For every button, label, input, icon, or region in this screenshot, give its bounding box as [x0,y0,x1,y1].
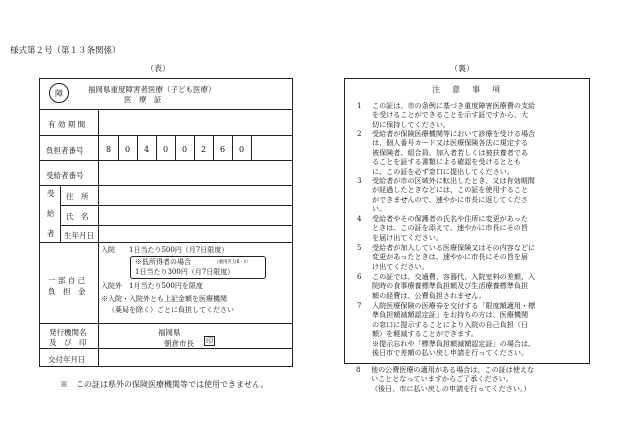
note-item: 8 他の公費医療の適用がある場合は、この証は使えな いこととなっていますからご了承ください。 （後日、市に払い戻しの申請を行ってください。） [356,365,535,393]
issue-date-label: 交付年月日 [48,355,86,364]
front-card [39,78,293,367]
note-item: 1 この証は、市の条例に基づき重度障害医療費の支給 を受けることができることを示す証ですから、大 切に保持してください。 [357,101,536,129]
issuer-label-line2: 及 び 印 [49,338,87,347]
disability-seal: 障 [49,83,69,103]
notes-title: 注 意 事 項 [432,85,502,94]
back-card-continued [344,365,590,395]
recipient-group-char: 者 [47,229,55,238]
form-number: 様式第２号（第１３条関係） [10,46,121,56]
note-item: 6 この証では、交通費、容器代、入院室料の差額、入 院時の食事療養標準負担額及び生活療養標準負担 額の経費は、公費負担されません。 [357,272,536,300]
payer-digit: 0 [181,145,188,154]
payer-digit: 0 [162,145,169,154]
footnote: ※ この証は県外の保険医療機関等では使用できません。 [60,380,269,389]
note-item: 4 受給者やその保護者の氏名や住所に変更があった ときは、この証を添えて、速やかに市長にその旨 を届け出てください。 [357,214,528,242]
copay-note-line1: ※入院・入院外とも上記金額を医療機関 [101,295,227,303]
recipient-number-label: 受給者番号 [46,171,84,180]
recipient-group-char: 受 [47,189,55,198]
name-label: 氏 名 [66,212,89,221]
copay-inpatient: 入院 1日当たり500円（月7日限度） [101,246,229,254]
copay-label-line1: 一 部 自 己 [48,276,86,285]
front-caption: （表） [146,64,170,73]
note-item: 2 受給者が保険医療機関等において診療を受ける場合 は、個人番号カード又は医療保険各法に規定する 被保険者、組合員、加入者若しくは被扶養者であ ることを証する書類による確認を受けるととも に、この証を必ず窓口に提出してください。 [357,129,536,176]
copay-low-income: ※低所得者の場合 [135,258,191,266]
issuer-official: 朝倉市長 [164,339,194,348]
back-caption: （裏） [450,64,474,73]
copay-note-line2: （薬局を除く）ごとに負担してください [108,306,234,314]
note-item: 5 受給者が加入している医療保険又はその内容などに 変更があったときは、速やかに市長にその旨を届 け出てください。 [357,243,536,271]
recipient-group-char: 給 [47,209,55,218]
copay-outpatient: 入院外 1月当たり500円を限度 [101,282,203,290]
note-item: ※提示忘れや「標準負担額減額認定証」の場合は、 後日市で差額の払い戻し申請を行ってください。 [372,339,536,358]
payer-digit: 0 [124,145,131,154]
note-item: 7 入院医療保険の医療券を交付する「限度額適用・標 準負担額減額認定証」をお持ちの方は、医療機関 の窓口に提示することにより入院の自己負担（日 額）を軽減することができます。 [357,301,536,339]
issuer-stamp: 印 [206,337,213,345]
copay-low-income-amount: 1日当たり300円（月7日限度） [135,268,235,276]
card-title-line2: 医 療 証 [124,95,162,104]
payer-digit: 0 [238,145,245,154]
issuer-name: 福岡県 [158,328,181,337]
payer-number-label: 負担者番号 [46,146,84,155]
payer-digit: 2 [200,145,207,154]
birthdate-label: 生年月日 [64,231,94,240]
issuer-label-line1: 発行機関名 [49,328,87,337]
back-card [344,78,590,364]
address-label: 住 所 [66,192,89,201]
payer-digit: 6 [219,145,226,154]
note-item: 3 受給者が市の区域外に転出したとき、又は有効期間 が経過したときなどには、この証を使用すること ができませんので、速やかに市長に返してくださ い。 [357,176,535,214]
card-title-line1: 福岡県重度障害者医療（子ども医療） [88,85,216,94]
copay-label-line2: 負 担 金 [48,287,86,296]
payer-digit: 8 [105,145,112,154]
payer-digit: 4 [143,145,150,154]
low-income-note: （適用区分Ⅱ・Ⅰ） [214,260,251,265]
validity-label: 有 効 期 間 [48,120,86,129]
